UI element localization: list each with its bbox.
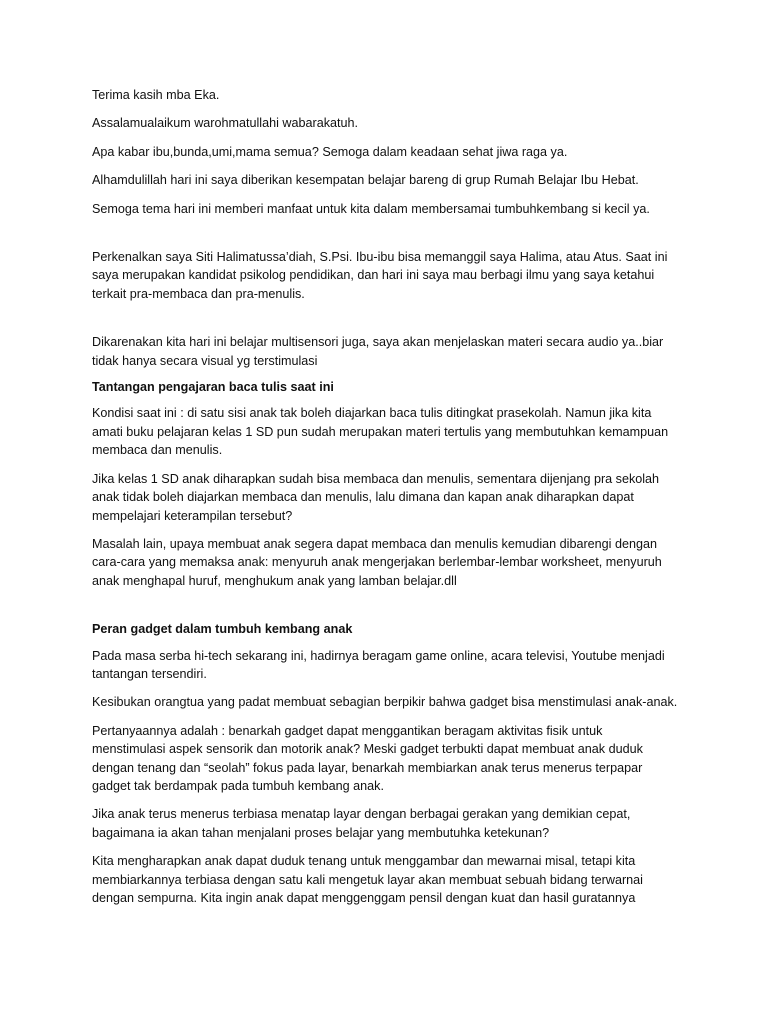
section-heading-gadget: Peran gadget dalam tumbuh kembang anak [92,622,353,637]
gadget-paragraph-5: Kita mengharapkan anak dapat duduk tenang untuk menggambar dan mewarnai misal, tetapi kita membiarkannya terbiasa dengan satu kali mengetuk layar akan membuat sebuah bidang terwarnai dengan sempurna. Kita ingin anak dapat menggenggam pensil dengan kuat dan hasil guratannya [92,854,643,905]
challenges-paragraph-3: Masalah lain, upaya membuat anak segera dapat membaca dan menulis kemudian dibarengi dengan cara-cara yang memaksa anak: menyuruh anak mengerjakan berlembar-lembar worksheet, menyuruh anak menghapal huruf, menghukum anak yang lamban belajar.dll [92,536,662,588]
greeting-opportunity: Alhamdulillah hari ini saya diberikan kesempatan belajar bareng di grup Rumah Belajar Ibu Hebat. [92,173,639,188]
greeting-salam: Assalamualaikum warohmatullahi wabarakatuh. [92,116,358,131]
greeting-hope: Semoga tema hari ini memberi manfaat untuk kita dalam membersamai tumbuhkembang si kecil ya. [92,201,650,216]
challenges-paragraph-1: Kondisi saat ini : di satu sisi anak tak boleh diajarkan baca tulis ditingkat prasekolah. Namun jika kita amati buku pelajaran kelas 1 SD pun sudah merupakan materi tertulis yang membutuhkan kemampuan membaca dan menulis. [92,406,669,458]
greeting-thanks: Terima kasih mba Eka. [92,88,220,102]
section-heading-challenges: Tantangan pengajaran baca tulis saat ini [92,380,334,395]
gadget-paragraph-2: Kesibukan orangtua yang padat membuat sebagian berpikir bahwa gadget bisa menstimulasi anak-anak. [92,695,678,710]
gadget-paragraph-3: Pertanyaannya adalah : benarkah gadget dapat menggantikan beragam aktivitas fisik untuk menstimulasi aspek sensorik dan motorik anak? Meski gadget terbukti dapat membuat anak duduk dengan tenang dan “seolah” fokus pada layar, benarkah membiarkan anak terus menerus terpapar gadget tak berdampak pada tumbuh kembang anak. [92,723,643,793]
challenges-paragraph-2: Jika kelas 1 SD anak diharapkan sudah bisa membaca dan menulis, sementara dijenjang pra sekolah anak tidak boleh diajarkan membaca dan menulis, lalu dimana dan kapan anak diharapkan dapat mempelajari keterampilan tersebut? [92,471,660,523]
multisensory-paragraph: Dikarenakan kita hari ini belajar multisensori juga, saya akan menjelaskan materi secara audio ya..biar tidak hanya secara visual yg terstimulasi [92,335,664,368]
greeting-question: Apa kabar ibu,bunda,umi,mama semua? Semoga dalam keadaan sehat jiwa raga ya. [92,144,568,159]
gadget-paragraph-4: Jika anak terus menerus terbiasa menatap layar dengan berbagai gerakan yang demikian cepat, bagaimana ia akan tahan menjalani proses belajar yang membutuhka ketekunan? [92,807,631,840]
introduction-paragraph: Perkenalkan saya Siti Halimatussa’diah, S.Psi. Ibu-ibu bisa memanggil saya Halima, atau Atus. Saat ini saya merupakan kandidat psikolog pendidikan, dan hari ini saya mau berbagi ilmu yang saya ketahui terkait pra-membaca dan pra-menulis. [92,250,668,301]
gadget-paragraph-1: Pada masa serba hi-tech sekarang ini, hadirnya beragam game online, acara televisi, Youtube menjadi tantangan tersendiri. [92,648,665,681]
